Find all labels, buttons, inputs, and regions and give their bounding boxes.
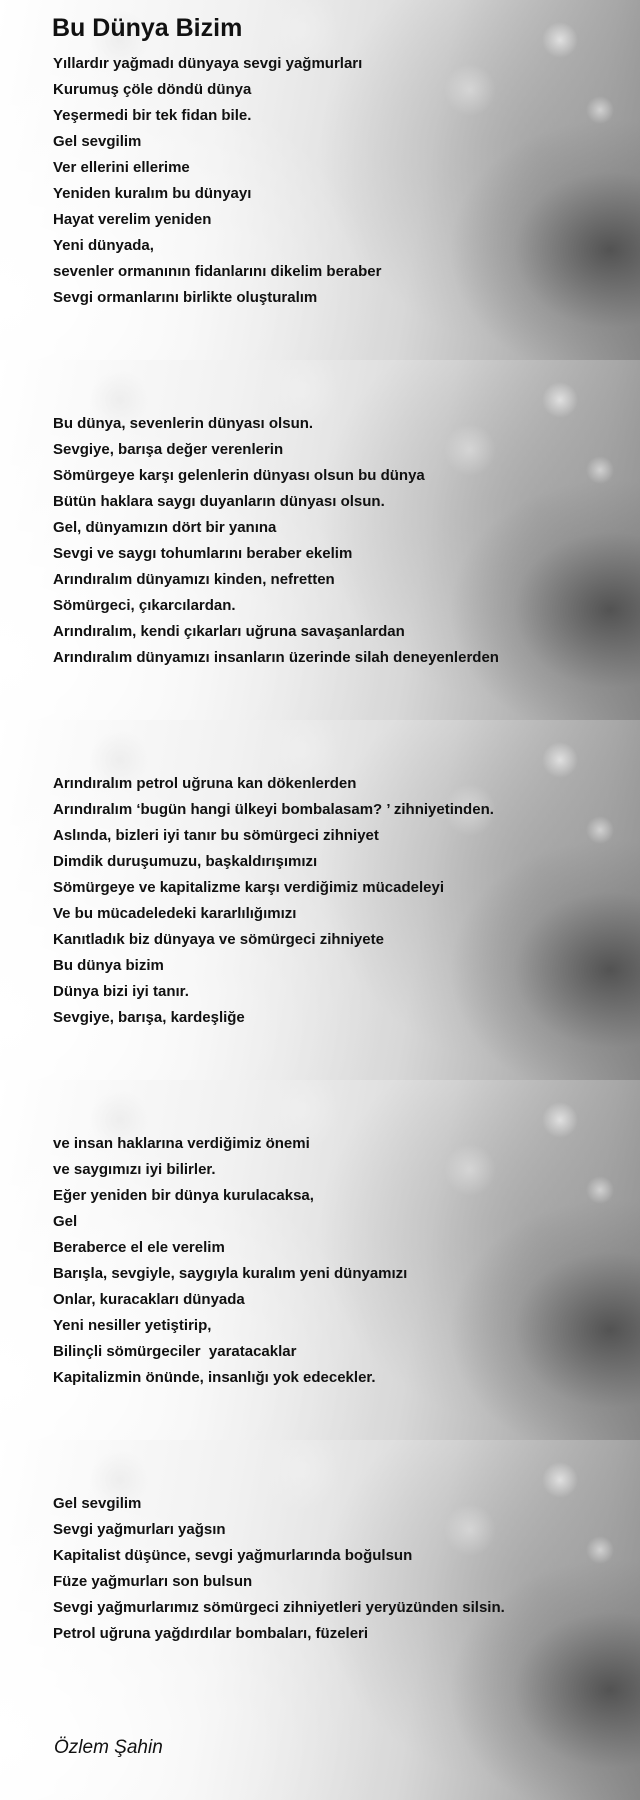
poem-line: Yeni nesiller yetiştirip, [53,1317,212,1334]
poem-line: Yeniden kuralım bu dünyayı [53,185,252,202]
author-name: Özlem Şahin [54,1737,163,1758]
poem-panel-2 [0,360,640,720]
poem-line: Bütün haklara saygı duyanların dünyası olsun. [53,493,385,510]
poem-line: Bu dünya, sevenlerin dünyası olsun. [53,415,314,432]
poem-line: Dünya bizi iyi tanır. [53,983,189,1000]
poem-line: Füze yağmurları son bulsun [53,1573,253,1590]
poem-panel-1 [0,0,640,360]
poem-line: Yeşermedi bir tek fidan bile. [53,107,252,124]
poem-panel-5 [0,1440,640,1800]
poem-line: Arındıralım ‘bugün hangi ülkeyi bombalasam? ’ zihniyetinden. [53,801,494,818]
stanza-5 [53,1491,505,1647]
poem-line: Sevgiye, barışa, kardeşliğe [53,1009,245,1026]
poem-line: Hayat verelim yeniden [53,211,212,228]
poem-panel-4 [0,1080,640,1440]
poem-line: Barışla, sevgiyle, saygıyla kuralım yeni dünyamızı [53,1265,408,1282]
poem-line: Sömürgeye ve kapitalizme karşı verdiğimiz mücadeleyi [53,879,445,896]
poem-line: Gel, dünyamızın dört bir yanına [53,519,277,536]
poem-panel-3 [0,720,640,1080]
poem-line: Arındıralım petrol uğruna kan dökenlerden [53,775,357,792]
poem-line: sevenler ormanının fidanlarını dikelim beraber [53,263,382,280]
poem-line: Kurumuş çöle döndü dünya [53,81,252,98]
poem-line: Ver ellerini ellerime [53,159,190,176]
poem-line: Kapitalizmin önünde, insanlığı yok edecekler. [53,1369,376,1386]
poem-line: Sömürgeye karşı gelenlerin dünyası olsun bu dünya [53,467,425,484]
poem-line: Gel sevgilim [53,133,142,150]
poem-line: Bu dünya bizim [53,957,164,974]
poem-line: Gel sevgilim [53,1495,142,1512]
poem-line: Sevgi ve saygı tohumlarını beraber ekelim [53,545,353,562]
poem-line: Arındıralım dünyamızı insanların üzerinde silah deneyenlerden [53,649,499,666]
poem-line: Sevgi ormanlarını birlikte oluşturalım [53,289,318,306]
stanza-2 [53,411,499,671]
poem-line: Bilinçli sömürgeciler yaratacaklar [53,1343,297,1360]
poem-line: Yeni dünyada, [53,237,154,254]
poem-line: Petrol uğruna yağdırdılar bombaları, füzeleri [53,1625,369,1642]
stanza-4 [53,1131,407,1391]
poem-line: Sevgi yağmurlarımız sömürgeci zihniyetleri yeryüzünden silsin. [53,1599,505,1616]
poem-line: ve insan haklarına verdiğimiz önemi [53,1135,310,1152]
stanza-3 [53,771,494,1031]
poem-title: Bu Dünya Bizim [52,14,243,42]
poem-line: Kapitalist düşünce, sevgi yağmurlarında boğulsun [53,1547,413,1564]
poem-line: Gel [53,1213,78,1230]
poem-line: Kanıtladık biz dünyaya ve sömürgeci zihniyete [53,931,384,948]
poem-line: Eğer yeniden bir dünya kurulacaksa, [53,1187,314,1204]
stanza-1 [53,51,381,311]
poem-line: Ve bu mücadeledeki kararlılığımızı [53,905,297,922]
poem-line: Aslında, bizleri iyi tanır bu sömürgeci zihniyet [53,827,379,844]
poem-line: Beraberce el ele verelim [53,1239,225,1256]
poem-line: Arındıralım dünyamızı kinden, nefretten [53,571,335,588]
poem-line: Onlar, kuracakları dünyada [53,1291,245,1308]
poem-line: Sevgi yağmurları yağsın [53,1521,226,1538]
poem-line: Arındıralım, kendi çıkarları uğruna savaşanlardan [53,623,405,640]
poem-line: Dimdik duruşumuzu, başkaldırışımızı [53,853,318,870]
poem-line: ve saygımızı iyi bilirler. [53,1161,216,1178]
poem-line: Yıllardır yağmadı dünyaya sevgi yağmurları [53,55,363,72]
poem-line: Sevgiye, barışa değer verenlerin [53,441,284,458]
poem-line: Sömürgeci, çıkarcılardan. [53,597,236,614]
